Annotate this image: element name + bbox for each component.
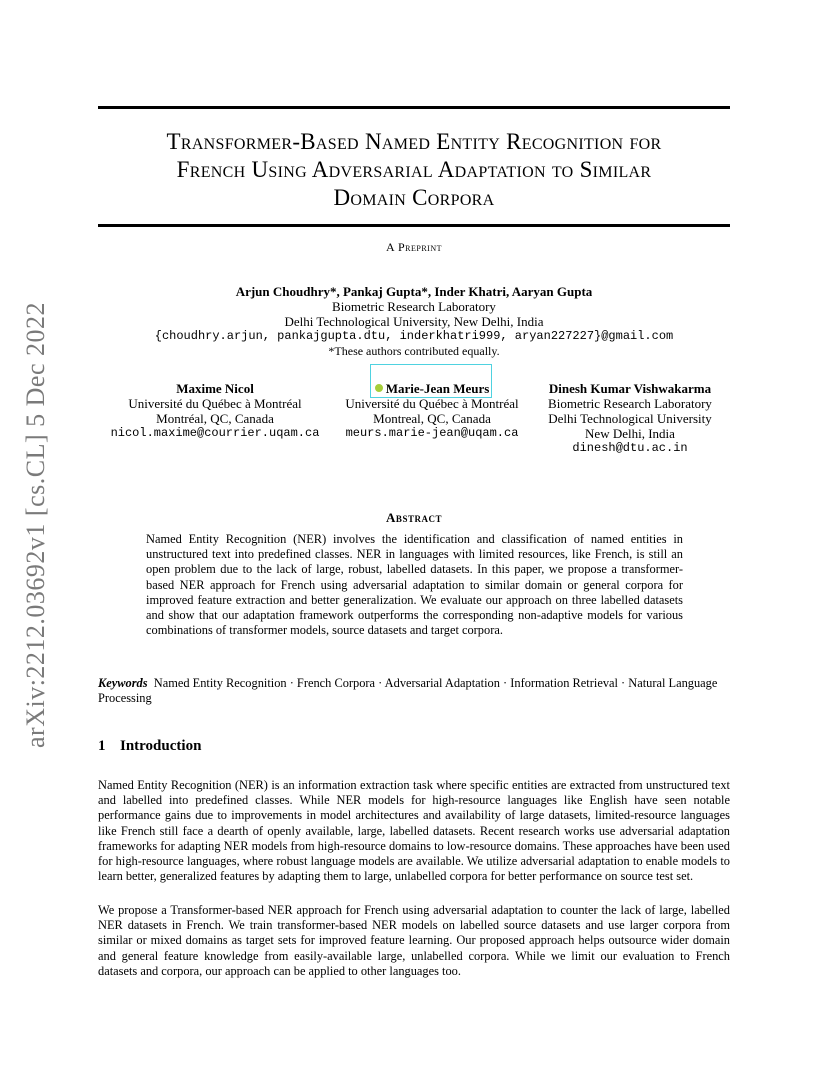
equal-contribution-note: *These authors contributed equally. <box>328 344 500 358</box>
body-paragraph: Named Entity Recognition (NER) is an information extraction task where specific entities are extracted from unstructured text and labelled into predefined classes. While NER models for high-resource languages like English have seen notable performance gains due to improvements in model architectures and availability of large datasets, limited-resource languages like French still face a dearth of openly available, large, labelled datasets. Recent research works use adversarial adaptation frameworks for adapting NER models from high-resource domains to low-resource domains. These approaches have been used for high-resource languages, where robust language models are available. We utilize adversarial adaptation to enable models to learn better, generalized features by adapting them to large, unlabelled corpora for better performance on source test set. <box>98 778 730 884</box>
author-name: Maxime Nicol <box>176 381 254 396</box>
author-column-3 <box>532 381 728 456</box>
author-affiliation: Biometric Research Laboratory <box>548 396 712 411</box>
author-name: Marie-Jean Meurs <box>385 381 490 396</box>
orcid-icon[interactable] <box>375 384 383 392</box>
primary-author-lab: Biometric Research Laboratory <box>332 299 496 314</box>
author-email: meurs.marie-jean@uqam.ca <box>345 426 519 440</box>
author-column-2 <box>334 381 530 441</box>
keywords-line <box>98 676 730 706</box>
keywords-label: Keywords <box>98 676 148 690</box>
section-title: Introduction <box>120 738 202 754</box>
primary-author-block <box>98 284 730 359</box>
paper-title <box>98 128 730 212</box>
section-number: 1 <box>98 738 106 754</box>
abstract-heading: Abstract <box>386 510 442 525</box>
author-location: Montréal, QC, Canada <box>156 411 274 426</box>
title-bottom-rule <box>98 224 730 227</box>
author-name-with-orcid[interactable] <box>334 381 530 396</box>
arxiv-identifier-stamp[interactable]: arXiv:2212.03692v1 [cs.CL] 5 Dec 2022 <box>21 302 50 748</box>
author-affiliation: Université du Québec à Montréal <box>128 396 302 411</box>
abstract-text: Named Entity Recognition (NER) involves the identification and classification of named entities in unstructured text into predefined classes. NER in languages with limited resources, like French, is still an open problem due to the lack of large, robust, labelled datasets. In this paper, we propose a transformer-based NER approach for French using adversarial adaptation to similar domain or general corpora for improved feature extraction and better generalization. We evaluate our approach on three labelled datasets and show that our adaptation framework outperforms the corresponding non-adaptive models for various combinations of transformer models, source datasets and target corpora. <box>146 532 683 638</box>
title-line: Domain Corpora <box>333 185 495 210</box>
preprint-label: A Preprint <box>385 240 442 254</box>
title-line: French Using Adversarial Adaptation to Similar <box>176 157 652 182</box>
author-affiliation: Université du Québec à Montréal <box>345 396 519 411</box>
keywords-text: Named Entity Recognition · French Corpora · Adversarial Adaptation · Information Retrieval · Natural Language Processing <box>98 676 718 706</box>
title-top-rule <box>98 106 730 109</box>
author-location: Delhi Technological University <box>548 411 712 426</box>
author-location-2: New Delhi, India <box>585 426 675 441</box>
body-paragraph: We propose a Transformer-based NER approach for French using adversarial adaptation to counter the lack of large, labelled NER datasets in French. We train transformer-based NER models on labelled source datasets and use larger corpora from similar or mixed domains as target sets for improved feature learning. Our proposed approach helps outsource wider domain and general feature knowledge from easily-available large, unlabelled corpora. While we limit our evaluation to French datasets and corpora, our approach can be applied to other languages too. <box>98 903 730 978</box>
author-email: nicol.maxime@courrier.uqam.ca <box>110 426 320 440</box>
primary-author-names: Arjun Choudhry*, Pankaj Gupta*, Inder Khatri, Aaryan Gupta <box>235 284 593 299</box>
author-column-1 <box>100 381 330 441</box>
author-email: dinesh@dtu.ac.in <box>572 441 688 455</box>
primary-author-university: Delhi Technological University, New Delhi, India <box>284 314 544 329</box>
author-location: Montreal, QC, Canada <box>373 411 491 426</box>
author-name: Dinesh Kumar Vishwakarma <box>548 381 712 396</box>
primary-author-emails: {choudhry.arjun, pankajgupta.dtu, inderkhatri999, aryan227227}@gmail.com <box>154 329 674 343</box>
section-heading <box>98 738 201 755</box>
title-line: Transformer-Based Named Entity Recognition for <box>166 129 662 154</box>
